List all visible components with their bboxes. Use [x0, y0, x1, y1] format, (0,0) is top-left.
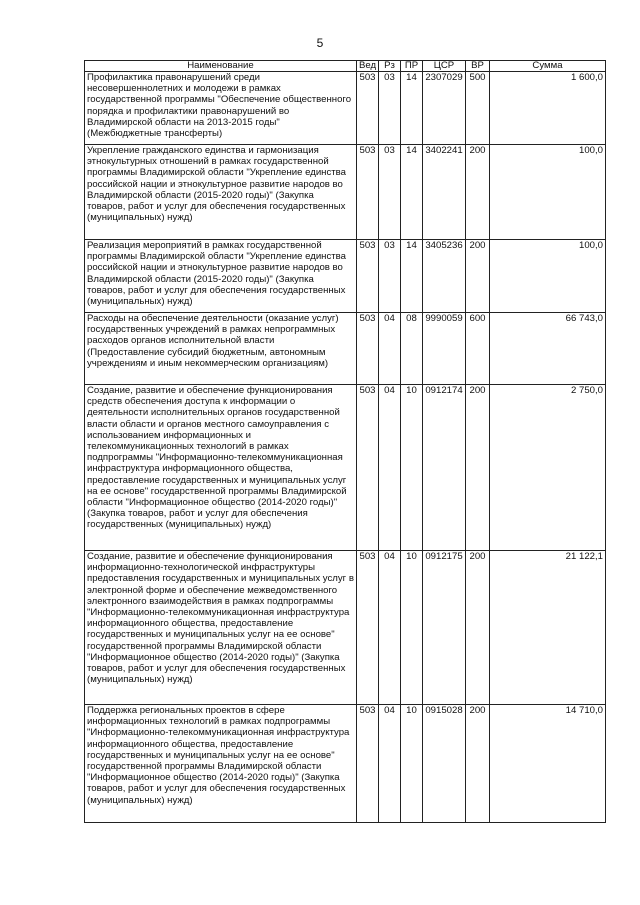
row-csr: 9990059	[423, 313, 466, 385]
row-sum: 66 743,0	[490, 313, 606, 385]
header-rz: Рз	[379, 61, 401, 72]
row-rz: 03	[379, 240, 401, 313]
row-pr: 10	[401, 705, 423, 823]
row-csr: 3405236	[423, 240, 466, 313]
row-csr: 2307029	[423, 72, 466, 145]
row-ved: 503	[357, 385, 379, 551]
row-vr: 200	[466, 385, 490, 551]
budget-table	[84, 60, 606, 823]
row-sum: 1 600,0	[490, 72, 606, 145]
table-row	[85, 313, 606, 385]
row-name: Поддержка региональных проектов в сфере информационных технологий в рамках подпрограммы "Информационно-телекоммуникационная инфраструктура информационного общества, предоставление государственных и муниципальных услуг на ее основе" государственной программы Владимирской области "Информационное общество (2014-2020 годы)" (Закупка товаров, работ и услуг для обеспечения государственных (муниципальных) нужд)	[85, 705, 357, 823]
row-csr: 0912175	[423, 551, 466, 705]
row-pr: 08	[401, 313, 423, 385]
header-vr: ВР	[466, 61, 490, 72]
row-rz: 04	[379, 705, 401, 823]
row-ved: 503	[357, 705, 379, 823]
row-ved: 503	[357, 145, 379, 240]
table-header-row	[85, 61, 606, 72]
row-rz: 04	[379, 313, 401, 385]
row-name: Создание, развитие и обеспечение функционирования информационно-технологической инфраструктуры предоставления государственных и муниципальных услуг в электронной форме и обеспечение межведомственного электронного взаимодействия в рамках подпрограммы "Информационно-телекоммуникационная инфраструктура информационного общества, предоставление государственных и муниципальных услуг на ее основе" государственной программы Владимирской области "Информационное общество (2014-2020 годы)" (Закупка товаров, работ и услуг для обеспечения государственных (муниципальных) нужд)	[85, 551, 357, 705]
row-sum: 21 122,1	[490, 551, 606, 705]
row-rz: 03	[379, 72, 401, 145]
header-ved: Вед	[357, 61, 379, 72]
row-ved: 503	[357, 551, 379, 705]
row-pr: 10	[401, 385, 423, 551]
row-pr: 14	[401, 72, 423, 145]
row-csr: 3402241	[423, 145, 466, 240]
row-name: Реализация мероприятий в рамках государственной программы Владимирской области "Укрепление единства российской нации и этнокультурное развитие народов во Владимирской области (2015-2020 годы)" (Закупка товаров, работ и услуг для обеспечения государственных (муниципальных) нужд)	[85, 240, 357, 313]
table-row	[85, 72, 606, 145]
row-ved: 503	[357, 240, 379, 313]
row-csr: 0915028	[423, 705, 466, 823]
row-name: Профилактика правонарушений среди несовершеннолетних и молодежи в рамках государственной программы "Обеспечение общественного порядка и профилактики правонарушений во Владимирской области на 2013-2015 годы" (Межбюджетные трансферты)	[85, 72, 357, 145]
row-rz: 04	[379, 385, 401, 551]
row-sum: 2 750,0	[490, 385, 606, 551]
table-row	[85, 240, 606, 313]
table-row	[85, 551, 606, 705]
row-vr: 200	[466, 145, 490, 240]
row-pr: 14	[401, 145, 423, 240]
row-pr: 10	[401, 551, 423, 705]
row-sum: 14 710,0	[490, 705, 606, 823]
table-row	[85, 145, 606, 240]
table-row	[85, 705, 606, 823]
row-rz: 03	[379, 145, 401, 240]
row-name: Создание, развитие и обеспечение функционирования средств обеспечения доступа к информации о деятельности исполнительных органов государственной власти области и органов местного самоуправления с использованием информационных и телекоммуникационных технологий в рамках подпрограммы "Информационно-телекоммуникационная инфраструктура информационного общества, предоставление государственных и муниципальных услуг на ее основе" государственной программы Владимирской области "Информационное общество (2014-2020 годы)" (Закупка товаров, работ и услуг для обеспечения государственных (муниципальных) нужд)	[85, 385, 357, 551]
row-ved: 503	[357, 313, 379, 385]
row-rz: 04	[379, 551, 401, 705]
row-sum: 100,0	[490, 240, 606, 313]
row-vr: 200	[466, 551, 490, 705]
table-row	[85, 385, 606, 551]
row-sum: 100,0	[490, 145, 606, 240]
row-name: Укрепление гражданского единства и гармонизация этнокультурных отношений в рамках государственной программы Владимирской области "Укрепление единства российской нации и этнокультурное развитие народов во Владимирской области (2015-2020 годы)" (Закупка товаров, работ и услуг для обеспечения государственных (муниципальных) нужд)	[85, 145, 357, 240]
header-sum: Сумма	[490, 61, 606, 72]
row-pr: 14	[401, 240, 423, 313]
header-name: Наименование	[85, 61, 357, 72]
header-pr: ПР	[401, 61, 423, 72]
row-name: Расходы на обеспечение деятельности (оказание услуг) государственных учреждений в рамках непрограммных расходов органов исполнительной власти (Предоставление субсидий бюджетным, автономным учреждениям и иным некоммерческим организациям)	[85, 313, 357, 385]
row-ved: 503	[357, 72, 379, 145]
row-vr: 600	[466, 313, 490, 385]
row-vr: 500	[466, 72, 490, 145]
header-csr: ЦСР	[423, 61, 466, 72]
row-vr: 200	[466, 705, 490, 823]
page-number: 5	[316, 36, 324, 50]
row-csr: 0912174	[423, 385, 466, 551]
row-vr: 200	[466, 240, 490, 313]
